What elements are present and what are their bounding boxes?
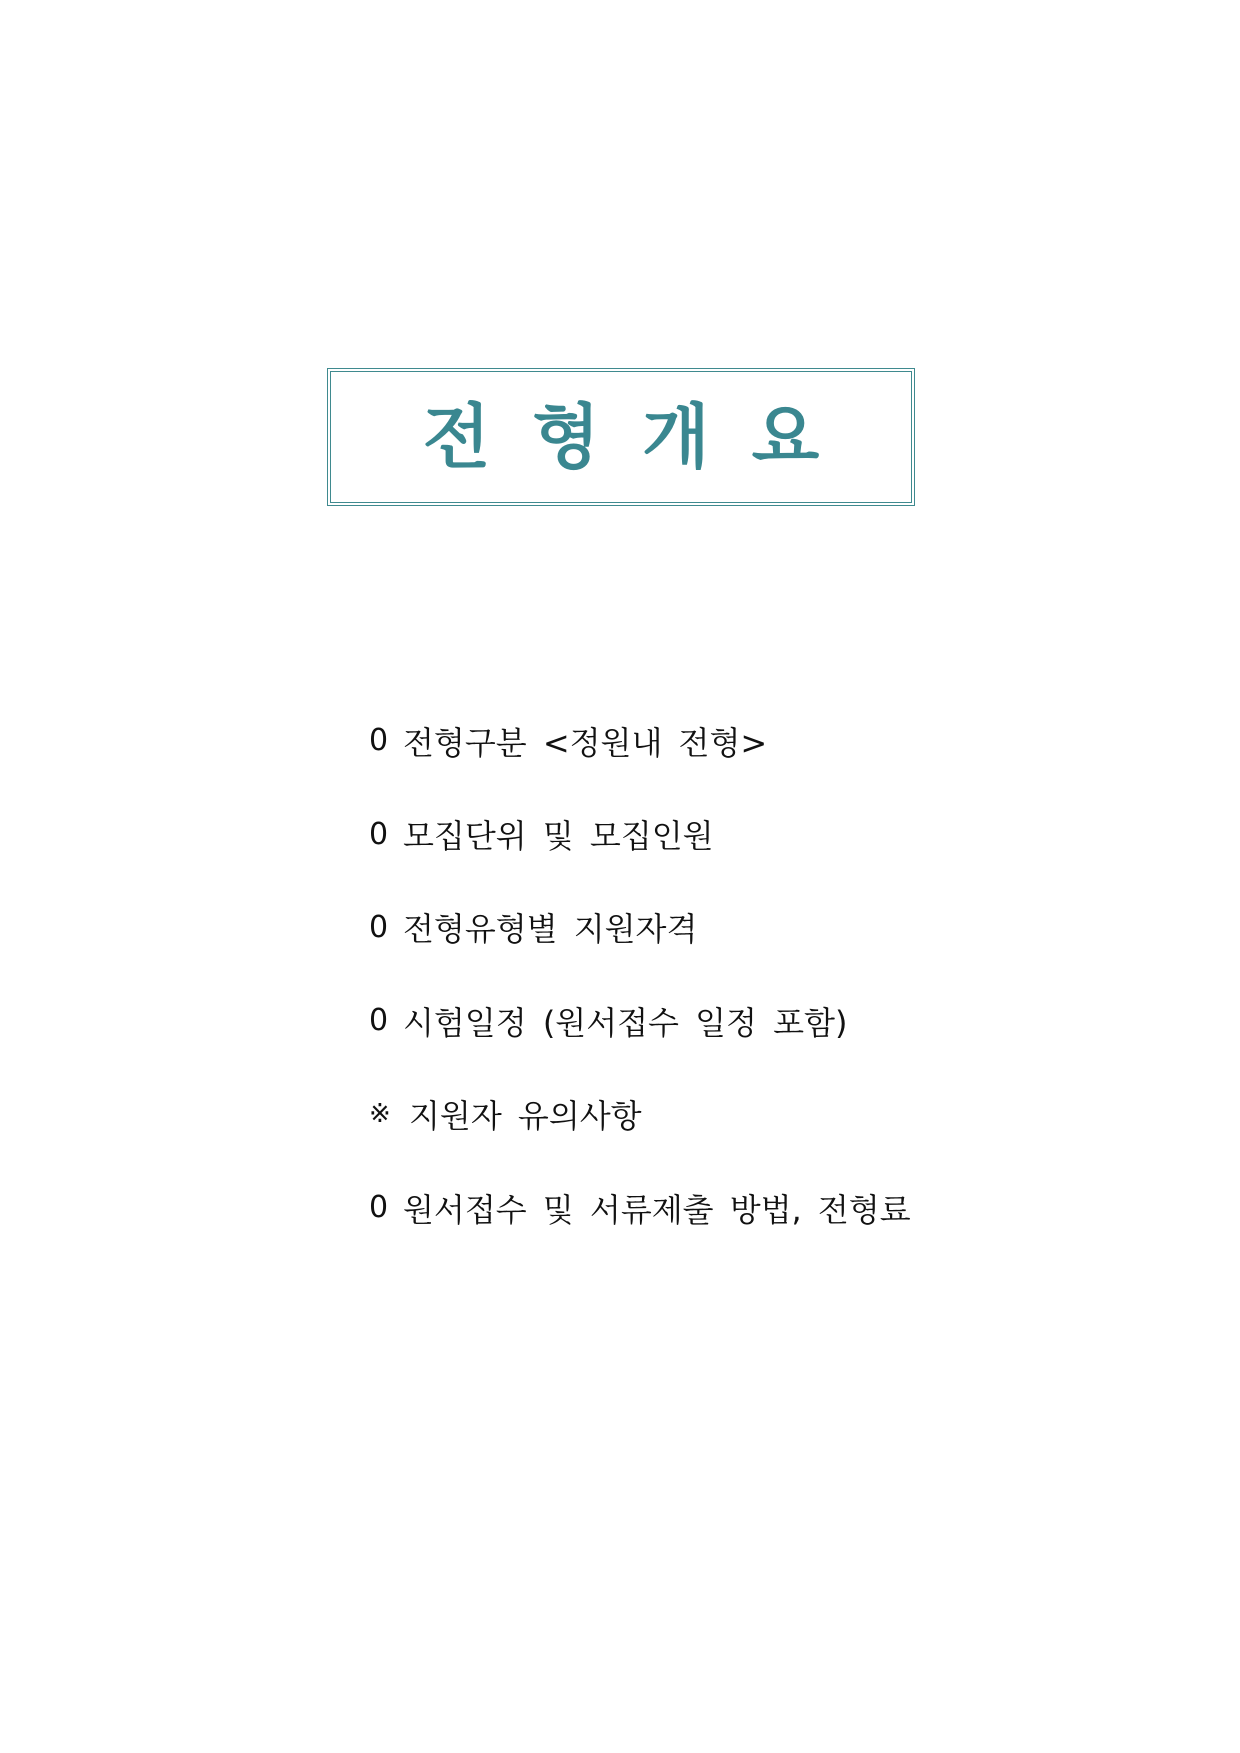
list-item [369, 787, 911, 880]
item-marker: 0 [369, 723, 389, 759]
item-marker: 0 [369, 1003, 389, 1039]
list-item [369, 881, 911, 974]
list-item [369, 694, 911, 787]
page-title: 전형개요 [422, 396, 862, 478]
item-marker: 0 [369, 909, 389, 945]
reference-mark-icon: ※ [369, 1099, 391, 1130]
item-marker: 0 [369, 1190, 389, 1226]
title-box [327, 368, 915, 506]
contents-list [369, 694, 911, 1254]
item-text: 원서접수 및 서류제출 방법, 전형료 [403, 1190, 911, 1229]
list-item [369, 974, 911, 1067]
list-item [369, 1068, 911, 1161]
item-text: 전형유형별 지원자격 [403, 910, 698, 949]
item-marker: 0 [369, 816, 389, 852]
item-text: 지원자 유의사항 [409, 1097, 642, 1136]
item-text: 전형구분 <정원내 전형> [403, 723, 768, 762]
list-item [369, 1161, 911, 1254]
item-text: 모집단위 및 모집인원 [403, 817, 714, 856]
item-text: 시험일정 (원서접수 일정 포함) [403, 1003, 848, 1042]
